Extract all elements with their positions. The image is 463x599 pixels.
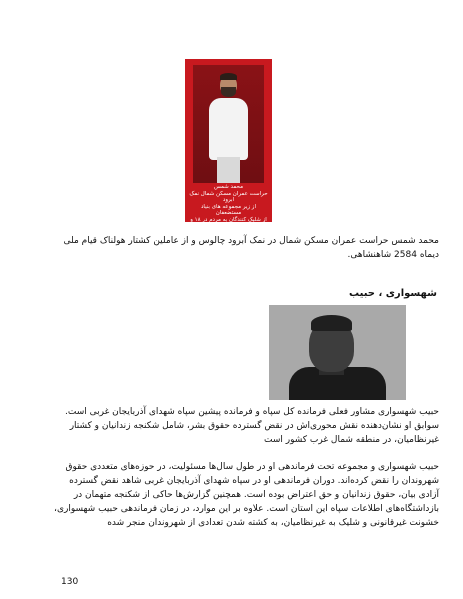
bw-portrait-photo — [269, 305, 406, 400]
poster-caption — [189, 184, 268, 236]
paragraph-shahsavari-details: حبیب شهسواری و مجموعه تحت فرماندهی او در طول سال‌ها مسئولیت، در حوزه‌های متعددی حقوق شهروندان را نقض کرده‌اند. دوران فرماندهی او در سپاه شهدای آذربایجان غربی شاهد نقض گسترده آزادی بیان، حقوق زندانیان و حق اعتراض بوده است. همچنین گزارش‌ها حاکی از شکنجه متهمان در بازداشتگاه‌های اطلاعات سپاه این استان است. علاوه بر این موارد، در زمان فرماندهی حبیب شهسواری، خشونت غیرقانونی و شلیک به غیرنظامیان، به کشته شدن تعدادی از شهروندان منجر شده — [54, 462, 439, 528]
paragraph-shams: محمد شمس حراست عمران مسکن شمال در نمک آبرود چالوس و از عاملین کشتار هولناک قیام ملی دیماه 2584 شاهنشاهی. — [63, 236, 439, 260]
poster-card — [185, 59, 272, 236]
caption-line: از شلیک کنندگان به مردم در ۱۸ و ۱۹ — [190, 216, 267, 229]
caption-line: حراست عمران مسکن شمال نمک ابرود — [189, 190, 268, 203]
caption-line: چالوس — [220, 229, 237, 236]
section-heading: شهسواری ، حبیب — [349, 288, 437, 299]
caption-line: محمد شمس — [213, 184, 244, 190]
portrait-photo — [193, 65, 264, 183]
caption-line: از زیر مجموعه های بنیاد مستضعفان — [200, 203, 256, 216]
page-number: 130 — [61, 577, 79, 587]
paragraph-shahsavari-intro: حبیب شهسواری مشاور فعلی فرمانده کل سپاه و فرمانده پیشین سپاه شهدای آذربایجان غربی است. سوابق او نشان‌دهنده نقش محوری‌اش در نقض گسترده حقوق بشر، شامل شکنجه زندانیان و کشتار غیرنظامیان، در منطقه شمال غرب کشور است — [65, 407, 439, 445]
